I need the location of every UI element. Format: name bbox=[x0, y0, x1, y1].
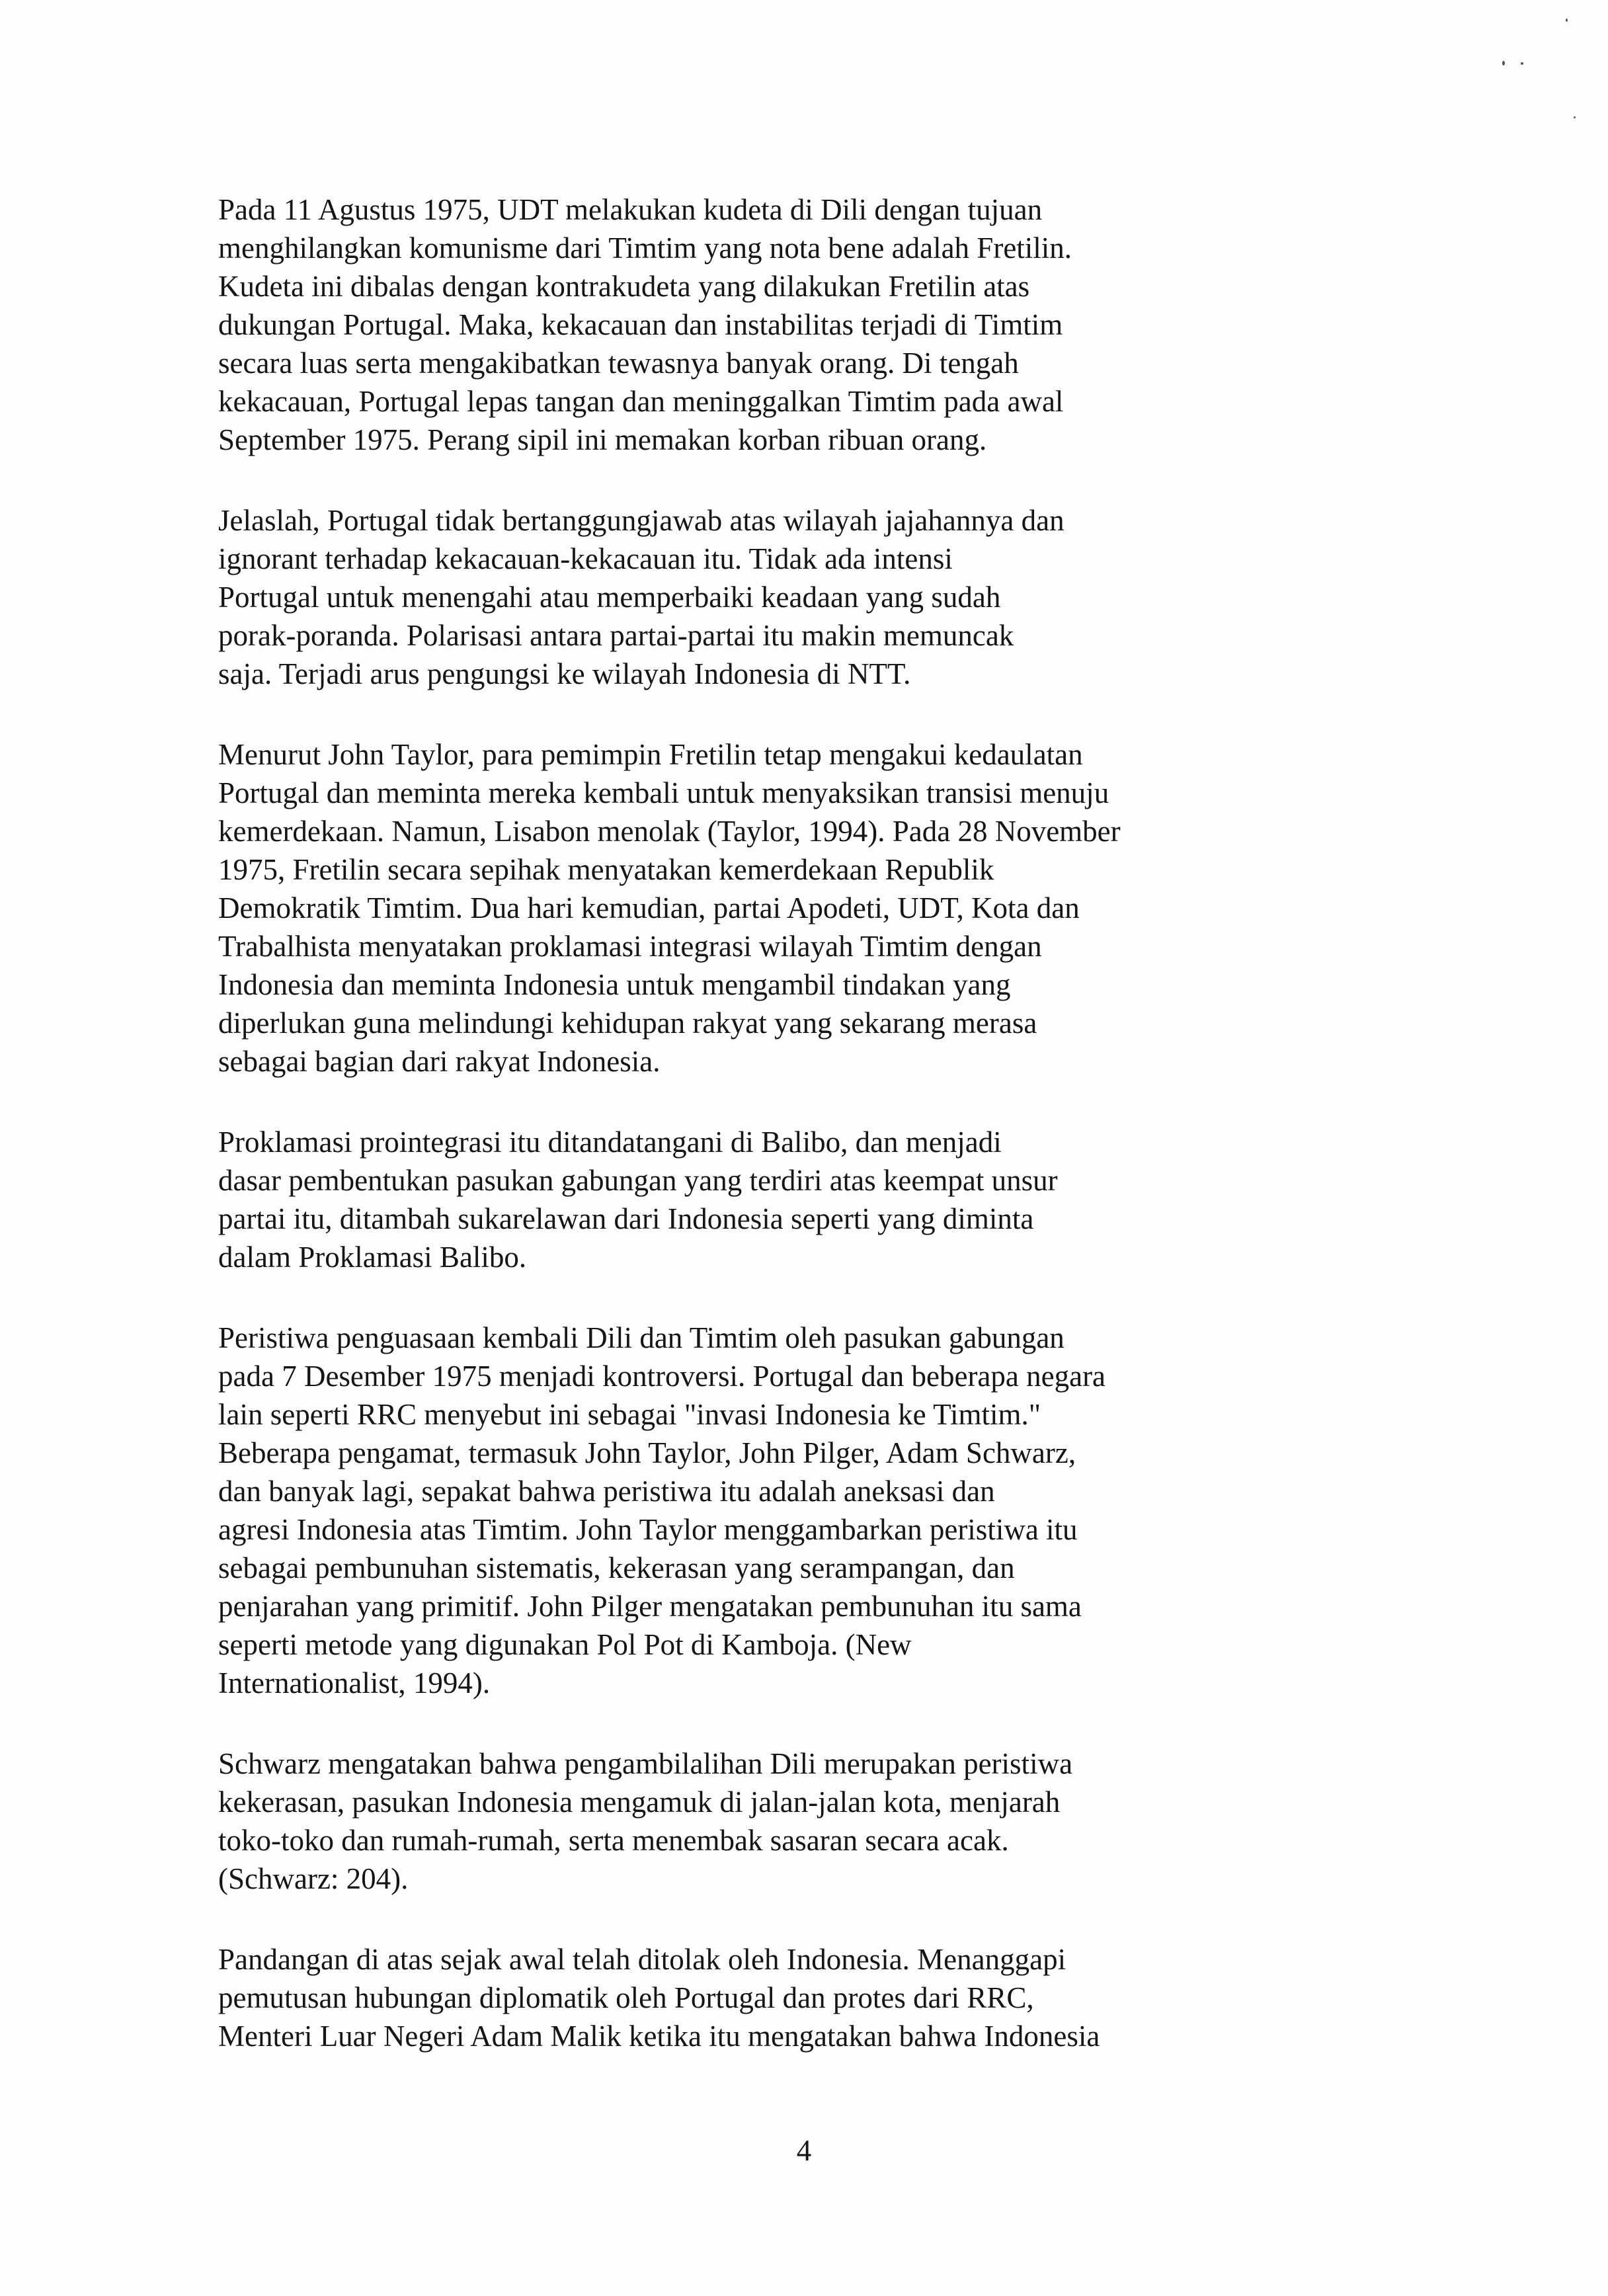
text-line: Peristiwa penguasaan kembali Dili dan Timtim oleh pasukan gabungan bbox=[218, 1321, 1065, 1354]
text-line: Menurut John Taylor, para pemimpin Fretilin tetap mengakui kedaulatan bbox=[218, 738, 1083, 771]
text-line: saja. Terjadi arus pengungsi ke wilayah Indonesia di NTT. bbox=[218, 657, 911, 690]
text-line: Kudeta ini dibalas dengan kontrakudeta yang dilakukan Fretilin atas bbox=[218, 270, 1030, 303]
text-line: Trabalhista menyatakan proklamasi integrasi wilayah Timtim dengan bbox=[218, 930, 1042, 963]
scan-speck bbox=[1566, 19, 1568, 22]
text-line: kekerasan, pasukan Indonesia mengamuk di jalan-jalan kota, menjarah bbox=[218, 1785, 1061, 1819]
text-line: Indonesia dan meminta Indonesia untuk mengambil tindakan yang bbox=[218, 968, 1011, 1001]
text-line: secara luas serta mengakibatkan tewasnya banyak orang. Di tengah bbox=[218, 347, 1019, 380]
paragraph bbox=[218, 1123, 1276, 1276]
text-line: Pandangan di atas sejak awal telah ditolak oleh Indonesia. Menanggapi bbox=[218, 1943, 1066, 1976]
body-text bbox=[218, 190, 1276, 2098]
paragraph bbox=[218, 735, 1276, 1081]
text-line: September 1975. Perang sipil ini memakan korban ribuan orang. bbox=[218, 423, 987, 456]
scan-speck bbox=[1521, 62, 1523, 65]
text-line: Beberapa pengamat, termasuk John Taylor, John Pilger, Adam Schwarz, bbox=[218, 1436, 1076, 1469]
text-line: sebagai pembunuhan sistematis, kekerasan yang serampangan, dan bbox=[218, 1551, 1015, 1584]
text-line: Portugal dan meminta mereka kembali untuk menyaksikan transisi menuju bbox=[218, 776, 1109, 809]
text-line: toko-toko dan rumah-rumah, serta menembak sasaran secara acak. bbox=[218, 1824, 1009, 1857]
text-line: Pada 11 Agustus 1975, UDT melakukan kudeta di Dili dengan tujuan bbox=[218, 193, 1043, 226]
text-line: penjarahan yang primitif. John Pilger mengatakan pembunuhan itu sama bbox=[218, 1590, 1082, 1623]
paragraph bbox=[218, 501, 1276, 693]
text-line: kekacauan, Portugal lepas tangan dan meninggalkan Timtim pada awal bbox=[218, 385, 1064, 418]
text-line: Proklamasi prointegrasi itu ditandatangani di Balibo, dan menjadi bbox=[218, 1126, 1002, 1159]
text-line: Jelaslah, Portugal tidak bertanggungjawab atas wilayah jajahannya dan bbox=[218, 504, 1065, 537]
text-line: dukungan Portugal. Maka, kekacauan dan instabilitas terjadi di Timtim bbox=[218, 308, 1063, 341]
text-line: kemerdekaan. Namun, Lisabon menolak (Taylor, 1994). Pada 28 November bbox=[218, 815, 1121, 848]
text-line: ignorant terhadap kekacauan-kekacauan itu. Tidak ada intensi bbox=[218, 542, 953, 575]
text-line: Demokratik Timtim. Dua hari kemudian, partai Apodeti, UDT, Kota dan bbox=[218, 891, 1080, 924]
text-line: pemutusan hubungan diplomatik oleh Portugal dan protes dari RRC, bbox=[218, 1981, 1034, 2014]
text-line: diperlukan guna melindungi kehidupan rakyat yang sekarang merasa bbox=[218, 1006, 1037, 1040]
text-line: porak-poranda. Polarisasi antara partai-partai itu makin memuncak bbox=[218, 619, 1014, 652]
paragraph bbox=[218, 1940, 1276, 2055]
text-line: (Schwarz: 204). bbox=[218, 1862, 409, 1895]
text-line: Schwarz mengatakan bahwa pengambilalihan Dili merupakan peristiwa bbox=[218, 1747, 1073, 1780]
paragraph bbox=[218, 1744, 1276, 1898]
text-line: dalam Proklamasi Balibo. bbox=[218, 1241, 527, 1274]
text-line: sebagai bagian dari rakyat Indonesia. bbox=[218, 1045, 661, 1078]
text-line: Portugal untuk menengahi atau memperbaiki keadaan yang sudah bbox=[218, 581, 1001, 614]
text-line: menghilangkan komunisme dari Timtim yang nota bene adalah Fretilin. bbox=[218, 231, 1072, 265]
text-line: lain seperti RRC menyebut ini sebagai "invasi Indonesia ke Timtim." bbox=[218, 1398, 1041, 1431]
text-line: pada 7 Desember 1975 menjadi kontroversi. Portugal dan beberapa negara bbox=[218, 1360, 1106, 1393]
text-line: partai itu, ditambah sukarelawan dari Indonesia seperti yang diminta bbox=[218, 1202, 1034, 1235]
scan-speck bbox=[1502, 61, 1505, 65]
page-number: 4 bbox=[796, 2134, 812, 2167]
paragraph bbox=[218, 190, 1276, 459]
text-line: agresi Indonesia atas Timtim. John Taylor menggambarkan peristiwa itu bbox=[218, 1513, 1078, 1546]
paragraph bbox=[218, 1319, 1276, 1702]
text-line: 1975, Fretilin secara sepihak menyatakan kemerdekaan Republik bbox=[218, 853, 994, 886]
text-line: Menteri Luar Negeri Adam Malik ketika itu mengatakan bahwa Indonesia bbox=[218, 2020, 1100, 2053]
text-line: dan banyak lagi, sepakat bahwa peristiwa itu adalah aneksasi dan bbox=[218, 1475, 995, 1508]
text-line: Internationalist, 1994). bbox=[218, 1666, 491, 1700]
text-line: seperti metode yang digunakan Pol Pot di Kamboja. (New bbox=[218, 1628, 912, 1661]
scan-speck bbox=[1574, 116, 1576, 118]
text-line: dasar pembentukan pasukan gabungan yang terdiri atas keempat unsur bbox=[218, 1164, 1058, 1197]
